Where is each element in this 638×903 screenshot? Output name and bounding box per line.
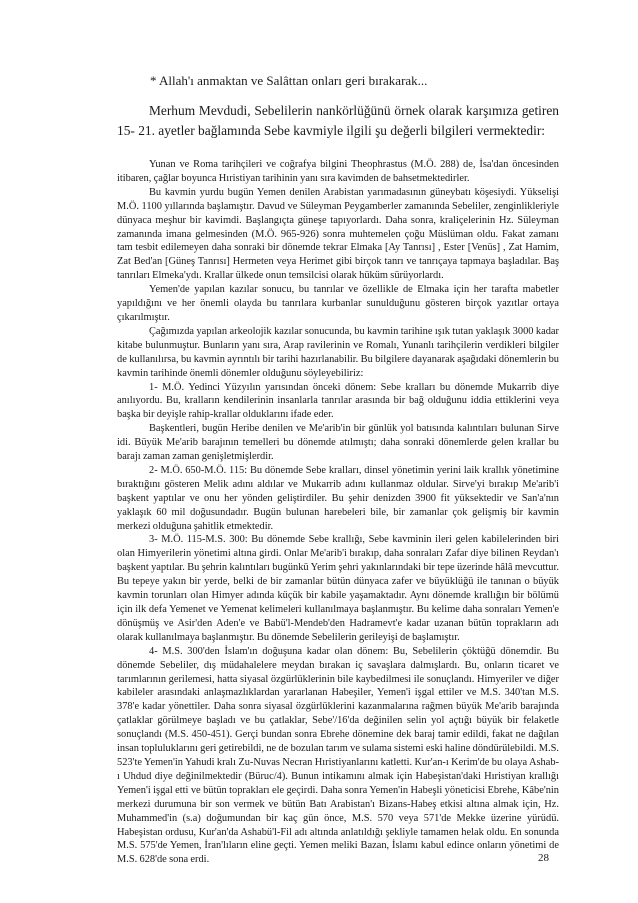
paragraph-7: 2- M.Ö. 650-M.Ö. 115: Bu dönemde Sebe kralları, dinsel yönetimin yerini laik krallık yönetimine bıraktığını gösteren Melik adını aldılar ve Mukarrib adını kullanmaz oldular. Sirve'yi bırakıp Me'arib'i başkent yaptılar ve onu her yönden geliştirdiler. Bu şehir denizden 3900 fit yüksektedir ve San'a'nın yaklaşık 60 mil doğusundadır. Bugün bulunan harebeleri bile, bir zamanlar çok gelişmiş bir kavmin merkezi olduğuna şahitlik etmektedir. — [117, 464, 559, 532]
paragraph-6: Başkentleri, bugün Heribe denilen ve Me'arib'in bir günlük yol batısında kalıntıları bulunan Sirve idi. Büyük Me'arib barajının temelleri bu dönemde atılmıştı; daha sonraki dönemlerde gelen krallar bu barajı zaman zaman genişletmişlerdir. — [117, 423, 559, 463]
intro-paragraph: Merhum Mevdudi, Sebelilerin nankörlüğünü örnek olarak karşımıza getiren 15- 21. ayetler bağlamında Sebe kavmiyle ilgili şu değerli bilgileri vermektedir: — [117, 103, 559, 138]
body-text — [117, 158, 559, 867]
paragraph-8: 3- M.Ö. 115-M.S. 300: Bu dönemde Sebe krallığı, Sebe kavminin ileri gelen kabilelerinden biri olan Himyerilerin yönetimi altına girdi. Onlar Me'arib'i bırakıp, daha sonraları Zafar diye bilinen Reydan'ı başkent yaptılar. Bu şehrin kalıntıları bugünkü Yerim şehri yakınlarındaki bir tepe üzerinde hâlâ mevcuttur. Bu tepeye yakın bir yerde, belki de bir zamanlar bütün dünyaca zafer ve büyüklüğü ile tanınan o büyük kavmin torunları olan Himyer adında küçük bir kabile yaşamaktadır. Aynı dönemde krallığın bir bölümü için ilk defa Yemenet ve Yemenat kelimeleri kullanılmaya başlanmıştır. Bu kelime daha sonraları Yemen'e dönüşmüş ve Asir'den Aden'e ve Babü'l-Mendeb'den Hadramevt'e kadar uzanan bütün toprakların adı olarak kullanılmaya başlanmıştır. Bu dönemde Sebelilerin gerileyişi de başlamıştır. — [117, 534, 559, 643]
paragraph-2: Bu kavmin yurdu bugün Yemen denilen Arabistan yarımadasının güneybatı köşesiydi. Yükselişi M.Ö. 1100 yıllarında başlamıştır. Davud ve Süleyman Peygamberler zamanında Sebeliler, zenginlikleriyle dünyaca meşhur bir kavimdi. Başlangıçta güneşe tapıyorlardı. Daha sonra, kraliçelerinin Hz. Süleyman zamanında imana gelmesinden (M.Ö. 965-926) sonra muhtemelen çoğu Müslüman oldu. Fakat zamanı tam tesbit edilemeyen daha sonraki bir dönemde tekrar Elmaka [Ay Tanrısı] , Ester [Venüs] , Zat Hamim, Zat Bed'an [Güneş Tanrısı] Hermeten veya Herimet gibi birçok tanrı ve tanrıçaya tapmaya başladılar. Baş tanrıları Elmeka'ydı. Krallar ülkede onun temsilcisi olarak hüküm sürüyorlardı. — [117, 186, 559, 282]
paragraph-1: Yunan ve Roma tarihçileri ve coğrafya bilgini Theophrastus (M.Ö. 288) de, İsa'dan öncesinden itibaren, çağlar boyunca Hıristiyan tarihinin yanı sıra kavimden de bahsetmektedirler. — [117, 159, 559, 184]
paragraph-5: 1- M.Ö. Yedinci Yüzyılın yarısından önceki dönem: Sebe kralları bu dönemde Mukarrib diye anılıyordu. Bu, kralların kendilerinin insanlarla tanrılar arasında bir bağ olduğunu iddia ettiklerini veya başka bir deyişle rahip-krallar olduklarını ifade eder. — [117, 381, 559, 421]
footnote: * Allah'ı anmaktan ve Salâttan onları geri bırakarak... — [150, 73, 428, 88]
paragraph-9: 4- M.S. 300'den İslam'ın doğuşuna kadar olan dönem: Bu, Sebelilerin çöktüğü dönemdir. Bu dönemde Sebeliler, dış müdahalelere meydan bırakan iç savaşlara dalmışlardı. Bu, onların ticaret ve tarımlarının gerilemesi, hatta siyasal özgürlüklerinin bile kaybedilmesi ile sonuçlandı. Himyeriler ve diğer kabileler arasındaki anlaşmazlıklardan yararlanan Habeşiler, Yemen'i işgal ettiler ve M.S. 340'tan M.S. 378'e kadar yönettiler. Daha sonra siyasal özgürlüklerini kazanmalarına rağmen büyük Me'arib barajında çatlaklar görülmeye başladı ve bu çatlaklar, Sebe'/16'da değinilen selin yol açtığı büyük bir felaketle sonuçlandı (M.S. 450-451). Gerçi bundan sonra Ebrehe dönemine dek baraj tamir edildi, fakat ne dağılan insan topluluklarını geri getirebildi, ne de bozulan tarım ve sulama sistemi eski haline döndürülebildi. M.S. 523'te Yemen'in Yahudi kralı Zu-Nuvas Necran Hıristiyanlarını katletti. Kur'an-ı Kerim'de bu olaya Ashab-ı Uhdud diye değinilmektedir (Büruc/4). Bunun intikamını almak için Habeşistan'daki Hıristiyan krallığı Yemen'i işgal etti ve bütün toprakları ele geçirdi. Daha sonra Yemen'in Habeşli yöneticisi Ebrehe, Kâbe'nin merkezi durumuna bir son vermek ve bütün Batı Arabistan'ı Bizans-Habeş etkisi altına almak için, Hz. Muhammed'in (s.a) doğumundan bir kaç gün önce, M.S. 570 veya 571'de Mekke üzerine yürüdü. Habeşistan ordusu, Kur'an'da Ashabü'l-Fil adı altında anlatıldığı şekliyle tamamen helak oldu. En sonunda M.S. 575'de Yemen, İran'lıların eline geçti. Yemen meliki Bazan, İslamı kabul edince onların yönetimi de M.S. 628'de sona erdi. — [117, 645, 559, 866]
page-number: 28 — [538, 852, 549, 864]
paragraph-4: Çağımızda yapılan arkeolojik kazılar sonucunda, bu kavmin tarihine ışık tutan yaklaşık 3000 kadar kitabe bulunmuştur. Bunların yanı sıra, Arap ravilerinin ve Romalı, Yunanlı tarihçilerin verdikleri bilgiler de kullanılırsa, bu kavmin ayrıntılı bir tarihi hazırlanabilir. Bu bilgilere dayanarak aşağıdaki dönemlerin bu kavmin tarihinde önemli dönemler olduğunu söyleyebiliriz: — [117, 325, 559, 379]
paragraph-3: Yemen'de yapılan kazılar sonucu, bu tanrılar ve özellikle de Elmaka için her tarafta mabetler yapıldığını ve her önemli olayda bu tanrılara kurbanlar sunulduğunu gösteren birçok yazıtlar ortaya çıkarılmıştır. — [117, 284, 559, 323]
